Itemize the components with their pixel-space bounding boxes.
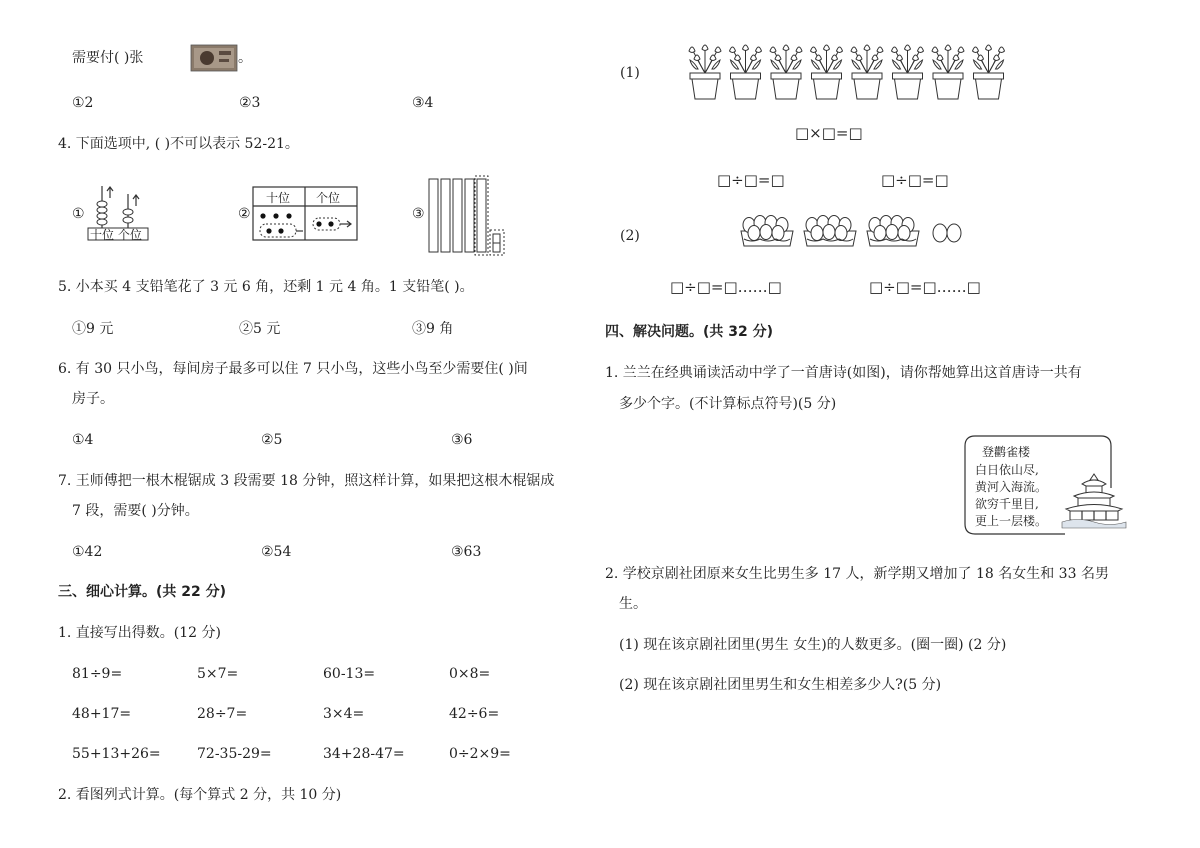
calc-item: 34+28-47= bbox=[323, 746, 405, 762]
section-3-q1: 1. 直接写出得数。(12 分) bbox=[58, 625, 221, 641]
calc-item: 3×4= bbox=[323, 706, 365, 722]
part-2-label: (2) bbox=[620, 228, 640, 244]
calc-item: 0÷2×9= bbox=[449, 746, 511, 762]
poem-title: 登鹳雀楼 bbox=[982, 445, 1031, 459]
bundled-sticks-image bbox=[427, 172, 511, 256]
calc-item: 42÷6= bbox=[449, 706, 500, 722]
q5-option-2: ②5 元 bbox=[239, 321, 281, 337]
flower-pot bbox=[973, 45, 1005, 99]
problem-1-line-1: 1. 兰兰在经典诵读活动中学了一首唐诗(如图)，请你帮她算出这首唐诗一共有 bbox=[605, 365, 1082, 381]
q5-option-3: ③9 角 bbox=[412, 321, 454, 337]
q5-option-1: ①9 元 bbox=[72, 321, 114, 337]
egg-tray bbox=[804, 216, 856, 247]
egg-tray bbox=[741, 216, 793, 247]
flower-pot bbox=[932, 45, 964, 99]
abacus-label: 十位 个位 bbox=[90, 228, 142, 242]
flower-pot bbox=[730, 45, 762, 99]
poem-line-2: 黄河入海流。 bbox=[975, 480, 1048, 494]
flower-pot bbox=[892, 45, 924, 99]
q4-option-3-label: ③ bbox=[412, 206, 425, 222]
calc-item: 28÷7= bbox=[197, 706, 248, 722]
egg-tray bbox=[867, 216, 919, 247]
question-6-line-2: 房子。 bbox=[72, 391, 114, 407]
problem-2-sub-1: (1) 现在该京剧社团里(男生 女生)的人数更多。(圈一圈) (2 分) bbox=[619, 637, 1007, 653]
q3-option-1: ①2 bbox=[72, 95, 94, 111]
problem-2-line-2: 生。 bbox=[619, 596, 647, 612]
calc-item: 5×7= bbox=[197, 666, 239, 682]
equation-remainder-1: □÷□=□……□ bbox=[670, 278, 782, 296]
equation-remainder-2: □÷□=□……□ bbox=[869, 278, 981, 296]
question-7-line-1: 7. 王师傅把一根木棍锯成 3 段需要 18 分钟，照这样计算，如果把这根木棍锯成 bbox=[58, 473, 555, 489]
q7-option-2: ②54 bbox=[261, 544, 292, 560]
egg-trays-image bbox=[740, 213, 972, 249]
poem-line-4: 更上一层楼。 bbox=[975, 514, 1048, 528]
q6-option-1: ①4 bbox=[72, 432, 94, 448]
section-3-heading: 三、细心计算。(共 22 分) bbox=[58, 584, 227, 600]
loose-egg bbox=[933, 224, 947, 242]
loose-egg bbox=[947, 224, 961, 242]
calc-item: 0×8= bbox=[449, 666, 491, 682]
calc-item: 60-13= bbox=[323, 666, 376, 682]
flower-pot bbox=[851, 45, 883, 99]
q3-line: 需要付( )张 bbox=[72, 50, 144, 66]
poem-line-3: 欲穷千里目, bbox=[975, 497, 1039, 511]
section-3-q2: 2. 看图列式计算。(每个算式 2 分，共 10 分) bbox=[58, 787, 342, 803]
pagoda-tower-image bbox=[1062, 472, 1126, 530]
q6-option-3: ③6 bbox=[451, 432, 473, 448]
problem-1-line-2: 多少个字。(不计算标点符号)(5 分) bbox=[619, 396, 837, 412]
q4-option-2-label: ② bbox=[238, 206, 251, 222]
q3-option-2: ②3 bbox=[239, 95, 261, 111]
problem-2-line-1: 2. 学校京剧社团原来女生比男生多 17 人，新学期又增加了 18 名女生和 33 名男 bbox=[605, 566, 1109, 582]
q4-option-1-label: ① bbox=[72, 206, 85, 222]
question-4: 4. 下面选项中, ( )不可以表示 52-21。 bbox=[58, 136, 299, 152]
calc-item: 72-35-29= bbox=[197, 746, 272, 762]
calc-item: 81÷9= bbox=[72, 666, 123, 682]
q6-option-2: ②5 bbox=[261, 432, 283, 448]
flower-pot bbox=[770, 45, 802, 99]
question-5: 5. 小本买 4 支铅笔花了 3 元 6 角，还剩 1 元 4 角。1 支铅笔( )。 bbox=[58, 279, 474, 295]
problem-2-sub-2: (2) 现在该京剧社团里男生和女生相差多少人?(5 分) bbox=[619, 677, 942, 693]
q3-period: 。 bbox=[238, 50, 252, 66]
flower-pots-image bbox=[688, 43, 1033, 101]
question-6-line-1: 6. 有 30 只小鸟，每间房子最多可以住 7 只小鸟，这些小鸟至少需要住( )间 bbox=[58, 361, 528, 377]
calc-item: 55+13+26= bbox=[72, 746, 161, 762]
equation-divide-1: □÷□=□ bbox=[717, 171, 785, 189]
poem-line-1: 白日依山尽, bbox=[975, 463, 1039, 477]
table-head-tens: 十位 bbox=[266, 191, 291, 205]
part-1-label: (1) bbox=[620, 65, 640, 81]
q7-option-1: ①42 bbox=[72, 544, 103, 560]
equation-divide-2: □÷□=□ bbox=[881, 171, 949, 189]
q7-option-3: ③63 bbox=[451, 544, 482, 560]
question-7-line-2: 7 段，需要( )分钟。 bbox=[72, 503, 199, 519]
table-head-ones: 个位 bbox=[316, 191, 341, 205]
flower-pot bbox=[689, 45, 721, 99]
section-4-heading: 四、解决问题。(共 32 分) bbox=[605, 324, 774, 340]
calc-item: 48+17= bbox=[72, 706, 132, 722]
flower-pot bbox=[811, 45, 843, 99]
q3-option-3: ③4 bbox=[412, 95, 434, 111]
banknote-image bbox=[191, 45, 237, 71]
equation-multiply: □×□=□ bbox=[795, 124, 863, 142]
